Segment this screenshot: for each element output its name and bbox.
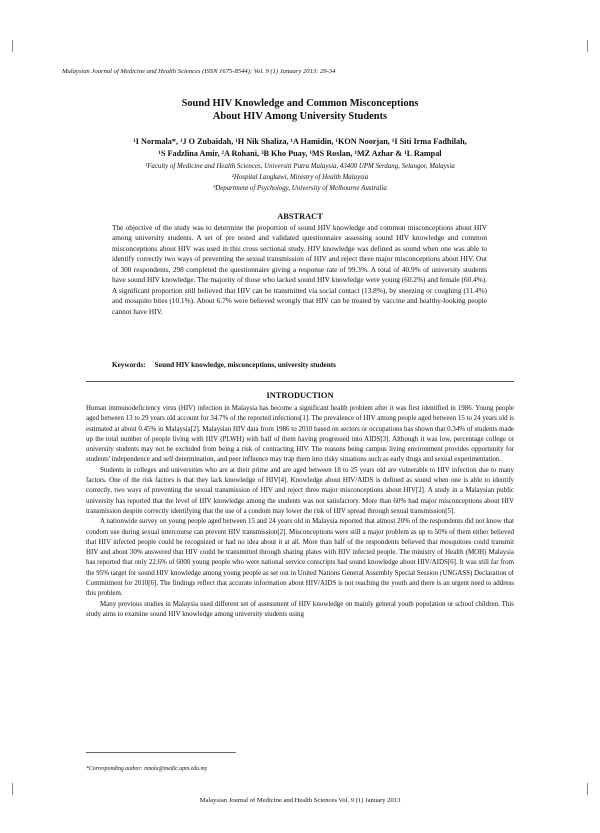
section-divider <box>86 381 514 382</box>
paper-title-line-2: About HIV Among University Students <box>212 111 388 122</box>
crop-mark <box>587 40 588 52</box>
running-head: Malaysian Journal of Medicine and Health Sciences (ISSN 1675-8544); Vol. 9 (1) January 2013: 29-34 <box>62 68 336 75</box>
keywords-label: Keywords: <box>112 361 146 369</box>
paper-title-line-1: Sound HIV Knowledge and Common Misconceptions <box>181 98 419 109</box>
crop-mark <box>587 783 588 795</box>
intro-paragraph: Students in colleges and universities who are at their prime and are aged between 18 to 25 years old are vulnerable to HIV infection due to many factors. One of the risk factors is that they lack knowledge of HIV[4]. Knowledge about HIV/AIDS is defined as sound when one is able to identify correctly, two ways of preventing the sexual transmission of HIV and reject three major misconceptions about HIV[2]. A study in a Malaysian public university has reported that the level of HIV knowledge among the students was not satisfactory. More than 60% had major misconceptions about HIV transmission despite correctly identifying that the use of a condom may lower the risk of HIV spread through sexual transmission[5]. <box>86 465 514 515</box>
keywords-text: Sound HIV knowledge, misconceptions, university students <box>154 361 336 369</box>
authors-line-1: ¹I Normala*, ¹J O Zubaidah, ¹H Nik Shaliza, ¹A Hamidin, ¹KON Noorjan, ¹I Siti Irma Fadhilah, <box>133 137 467 146</box>
affiliation-3: ³Department of Psychology, University of Melbourne Australia <box>213 185 387 192</box>
footnote: *Corresponding author: nmala@medic.upm.edu.my <box>86 766 208 772</box>
introduction-heading: INTRODUCTION <box>266 391 334 400</box>
authors-line-2: ¹S Fadzlina Amir, ²A Rohani, ³B Kho Puay, ¹MS Roslan, ¹MZ Azhar & ¹L Rampal <box>158 149 442 158</box>
affiliation-2: ²Hospital Langkawi, Ministry of Health Malaysia <box>231 174 369 181</box>
intro-paragraph: Human immunodeficiency virus (HIV) infection in Malaysia has become a significant health problem after it was first identified in 1986. Young people aged between 13 to 29 years old account for 34.7% of the reported infections[1]. The prevalence of HIV among people aged between 15 to 24 years old is estimated at about 0.45% in Malaysia[2]. Malaysian HIV data from 1986 to 2010 based on sectors or occupations has shown that 0.34% of students made up the total number of people living with HIV (PLWH) with half of them having progressed into AIDS[3]. Although it was low, percentage college or university students may not be excluded from being a risk of contracting HIV. The reasons being campus living environment provides opportunity for students' independence and self determination, and peer influence may trap them into risky situations such as early drugs and sexual experimentation. <box>86 404 514 464</box>
introduction-body <box>86 403 514 619</box>
crop-mark <box>12 783 13 795</box>
intro-paragraph: A nationwide survey on young people aged between 15 and 24 years old in Malaysia reported that almost 20% of the respondents did not know that condom use during sexual intercourse can prevent HIV transmission[2]. Misconceptions were still a major problem as up to 50% of them either believed that HIV infected people could be recognized or had no idea about it at all. More than half of the respondents believed that mosquitoes could transmit HIV and about 30% answered that HIV could be transmitted through sharing plates with HIV infected people. The ministry of Health (MOH) Malaysia has reported that only 22.6% of 6000 young people who were national service conscripts had sound knowledge about HIV/AIDS[6]. It was still far from the 95% target for sound HIV knowledge among young people as set out in United Nations General Assembly Special Session (UNGASS) Declaration of Commitment for 2010[6]. The findings reflect that accurate information about HIV/AIDS is not reaching the youth and there is an urgent need to address this problem. <box>86 517 514 598</box>
keywords <box>112 361 336 369</box>
abstract-heading: ABSTRACT <box>277 212 323 221</box>
crop-mark <box>12 40 13 52</box>
intro-paragraph: Many previous studies in Malaysia used different set of assessment of HIV knowledge on mainly general youth population or school children. This study aims to examine sound HIV knowledge among university students using <box>86 599 514 618</box>
affiliation-1: ¹Faculty of Medicine and Health Sciences, Universiti Putra Malaysia, 43400 UPM Serdang, Selangor, Malaysia <box>145 163 455 170</box>
page-footer: Malaysian Journal of Medicine and Health Sciences Vol. 9 (1) January 2013 <box>199 797 401 804</box>
abstract-text: The objective of the study was to determine the proportion of sound HIV knowledge and common misconceptions about HIV among university students. A set of pre tested and validated questionnaire assessing sound HIV knowledge and common misconceptions about HIV was used in this cross sectional study. HIV knowledge was defined as sound when one was able to identify correctly two ways of preventing the sexual transmission of HIV and reject three major misconceptions about HIV. Out of 300 respondents, 298 completed the questionnaire giving a response rate of 99.3%. A total of 40.9% of university students have sound HIV knowledge. The majority of those who lacked sound HIV knowledge were young (60.2%) and female (60.4%). A significant proportion still believed that HIV can be transmitted via social contact (13.8%), by sneezing or coughing (11.4%) and mosquito bites (10.1%). About 6.7% were believed wrongly that HIV can be treated by vaccine and healthy-looking people cannot have HIV. <box>112 223 487 316</box>
footnote-divider <box>86 752 236 753</box>
